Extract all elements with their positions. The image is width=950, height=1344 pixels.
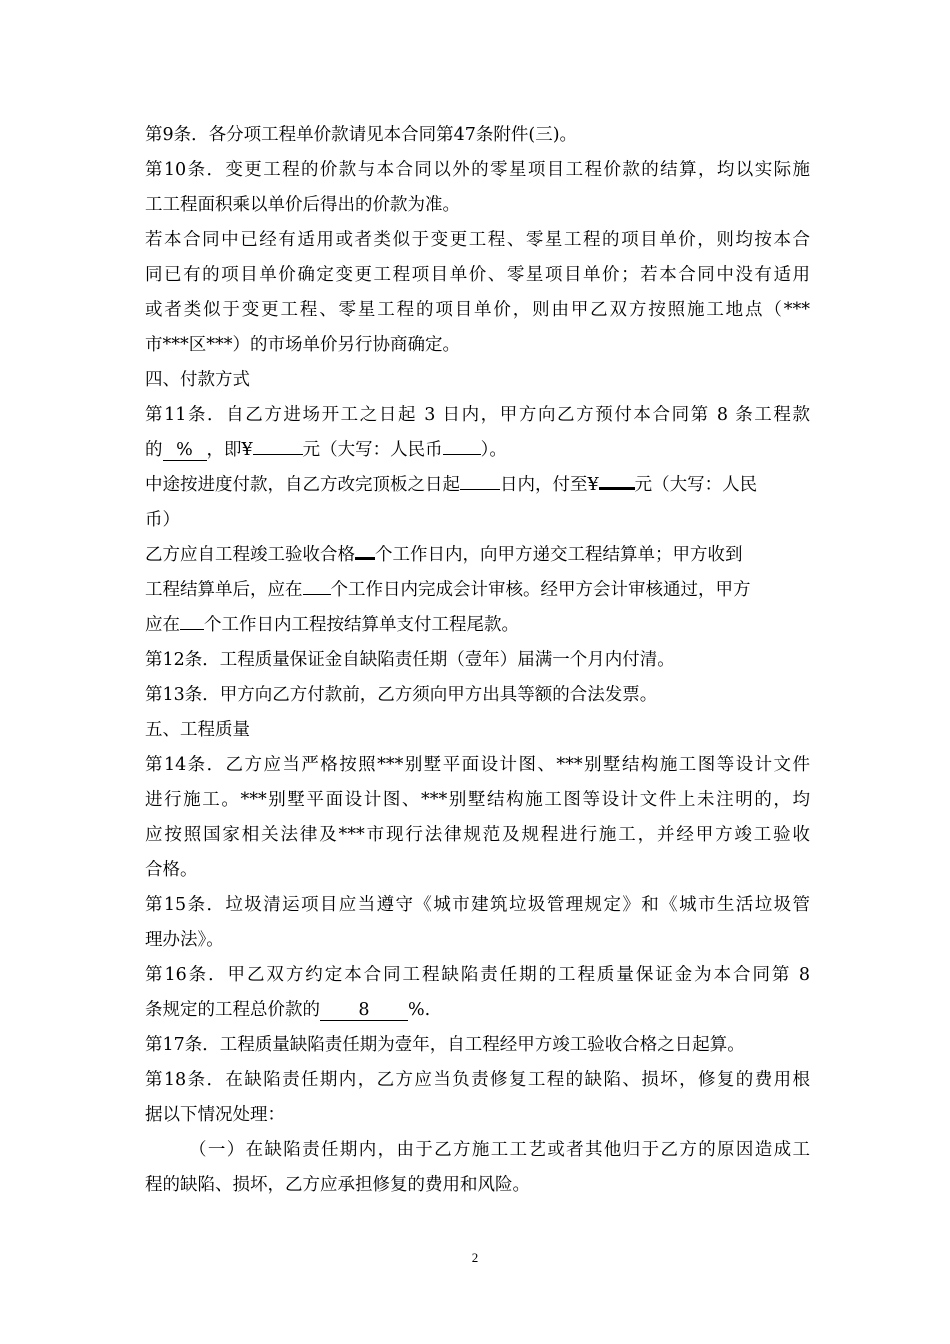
text-line: 第11条．自乙方进场开工之日起 3 日内，甲方向乙方预付本合同第 8 条工程款 — [145, 405, 810, 425]
text-line: 应按照国家相关法律及***市现行法律规范及规程进行施工，并经甲方竣工验收 — [145, 825, 810, 845]
blank-field — [599, 487, 635, 490]
text-line: 市***区***）的市场单价另行协商确定。 — [145, 335, 460, 355]
text-line: 币） — [145, 510, 180, 530]
text-line — [145, 993, 810, 1028]
text-line: 据以下情况处理： — [145, 1105, 285, 1125]
text-line: 第18条．在缺陷责任期内，乙方应当负责修复工程的缺陷、损坏，修复的费用根 — [145, 1070, 810, 1090]
blank-field — [180, 629, 204, 630]
blank-field: % — [163, 440, 207, 461]
text-line — [145, 538, 810, 573]
text-line: 第15条．垃圾清运项目应当遵守《城市建筑垃圾管理规定》和《城市生活垃圾管 — [145, 895, 810, 915]
text-segment: 中途按进度付款，自乙方改完顶板之日起 — [145, 475, 460, 495]
text-segment: 应在 — [145, 615, 180, 635]
blank-field: 8 — [320, 1000, 408, 1021]
text-segment: 日内，付至¥ — [500, 475, 599, 495]
blank-field — [460, 489, 500, 490]
text-line: 第13条．甲方向乙方付款前，乙方须向甲方出具等额的合法发票。 — [145, 685, 658, 705]
text-line: 第12条．工程质量保证金自缺陷责任期（壹年）届满一个月内付清。 — [145, 650, 675, 670]
text-segment: 个工作日内，向甲方递交工程结算单；甲方收到 — [375, 545, 743, 565]
text-segment: 元（大写：人民币 — [302, 440, 443, 460]
text-line: （一）在缺陷责任期内，由于乙方施工工艺或者其他归于乙方的原因造成工 — [189, 1140, 810, 1160]
blank-field — [355, 557, 375, 560]
text-segment: 个工作日内工程按结算单支付工程尾款。 — [204, 615, 519, 635]
text-line: 第14条．乙方应当严格按照***别墅平面设计图、***别墅结构施工图等设计文件 — [145, 755, 810, 775]
text-line: 程的缺陷、损坏，乙方应承担修复的费用和风险。 — [145, 1175, 530, 1195]
text-segment: 的 — [145, 440, 163, 460]
contract-body — [145, 118, 810, 1203]
text-line — [145, 433, 810, 468]
blank-field — [253, 454, 303, 455]
text-line: 合格。 — [145, 860, 198, 880]
text-segment: ，即¥ — [206, 440, 253, 460]
text-segment: %. — [408, 1000, 431, 1020]
text-line — [145, 608, 810, 643]
blank-field — [443, 454, 481, 455]
text-line: 工工程面积乘以单价后得出的价款为准。 — [145, 195, 460, 215]
text-line: 四、付款方式 — [145, 370, 250, 390]
text-line — [145, 573, 810, 608]
text-line: 进行施工。***别墅平面设计图、***别墅结构施工图等设计文件上未注明的，均 — [145, 790, 810, 810]
text-line: 第9条．各分项工程单价款请见本合同第47条附件(三)。 — [145, 125, 578, 145]
text-line: 第16条．甲乙双方约定本合同工程缺陷责任期的工程质量保证金为本合同第 8 — [145, 965, 810, 985]
text-segment: 条规定的工程总价款的 — [145, 1000, 320, 1020]
text-line: 或者类似于变更工程、零星工程的项目单价，则由甲乙双方按照施工地点（*** — [145, 300, 810, 320]
text-segment: 元（大写：人民 — [634, 475, 758, 495]
blank-field — [303, 594, 331, 595]
text-line: 理办法》。 — [145, 930, 224, 950]
text-line: 若本合同中已经有适用或者类似于变更工程、零星工程的项目单价，则均按本合 — [145, 230, 810, 250]
text-line: 同已有的项目单价确定变更工程项目单价、零星项目单价；若本合同中没有适用 — [145, 265, 810, 285]
text-line — [145, 468, 810, 503]
text-line: 五、工程质量 — [145, 720, 250, 740]
text-segment: ）。 — [480, 440, 507, 460]
text-segment: 个工作日内完成会计审核。经甲方会计审核通过，甲方 — [330, 580, 751, 600]
text-segment: 工程结算单后，应在 — [145, 580, 303, 600]
text-line: 第10条．变更工程的价款与本合同以外的零星项目工程价款的结算，均以实际施 — [145, 160, 810, 180]
text-line: 第17条．工程质量缺陷责任期为壹年，自工程经甲方竣工验收合格之日起算。 — [145, 1035, 745, 1055]
page-number: 2 — [471, 1250, 479, 1265]
text-segment: 乙方应自工程竣工验收合格 — [145, 545, 355, 565]
